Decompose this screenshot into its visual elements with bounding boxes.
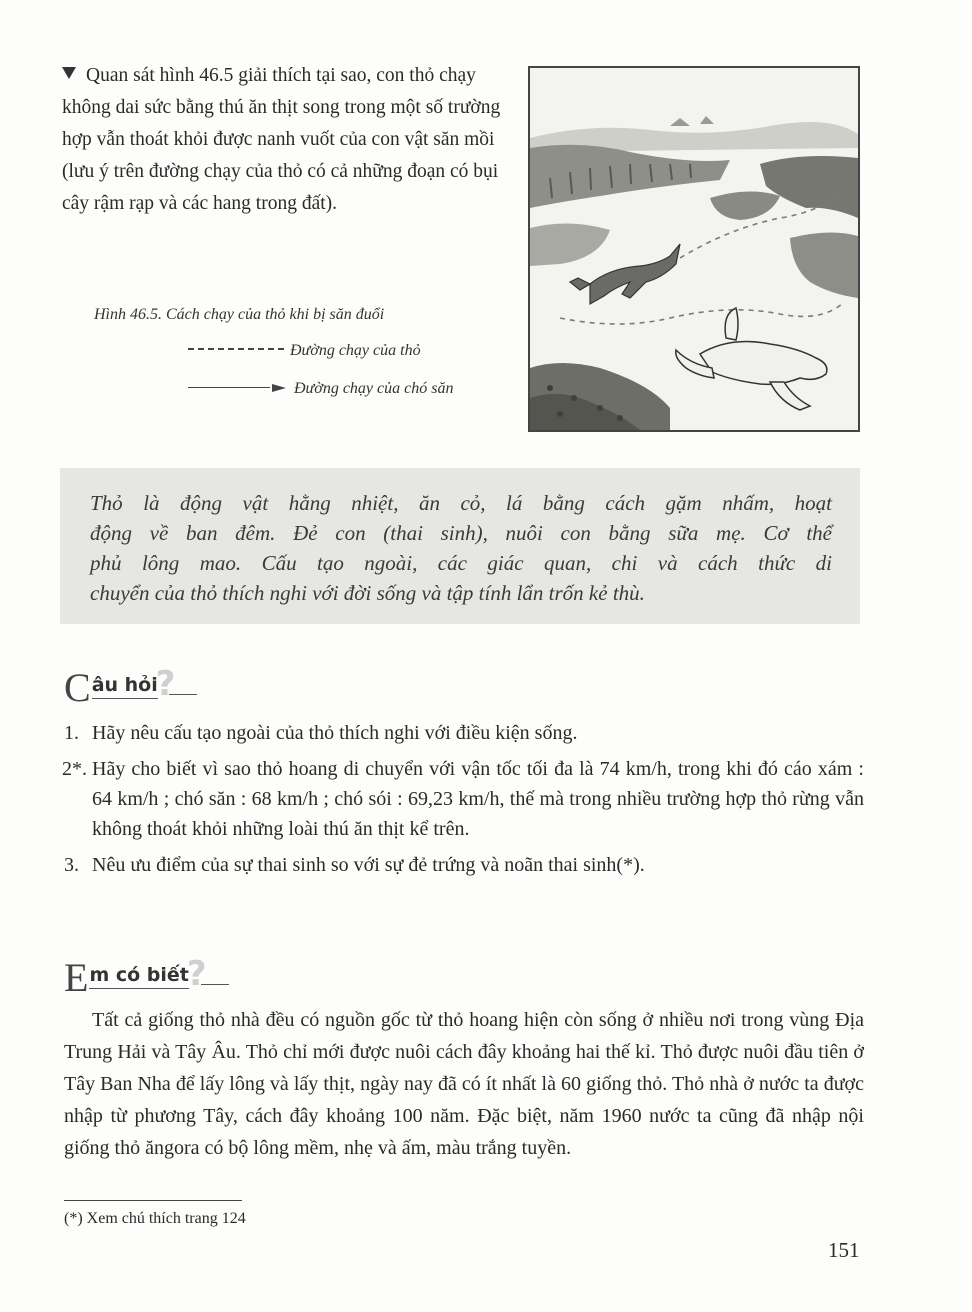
knowledge-heading-cap: E xyxy=(64,955,89,1000)
triangle-bullet-icon xyxy=(62,67,76,79)
knowledge-heading-text: m có biết xyxy=(89,964,188,989)
question-mark-icon: ? xyxy=(186,954,207,994)
question-number: 3. xyxy=(64,854,79,876)
question-text: Nêu ưu điểm của sự thai sinh so với sự đẻ trứng và noãn thai sinh(*). xyxy=(92,854,645,876)
page-number: 151 xyxy=(828,1238,860,1262)
legend-dog xyxy=(188,380,453,398)
summary-line-1: Thỏ là động vật hằng nhiệt, ăn cỏ, lá bằng cách gặm nhấm, hoạt xyxy=(90,491,832,515)
question-item-2 xyxy=(64,754,864,844)
figure-caption: Hình 46.5. Cách chạy của thỏ khi bị săn đuổi xyxy=(94,306,385,323)
arrowhead-icon xyxy=(272,384,286,392)
dashed-line-icon xyxy=(188,348,284,350)
summary-line-3: phủ lông mao. Cấu tạo ngoài, các giác quan, chi và cách thức di xyxy=(90,551,832,575)
question-number: 2*. xyxy=(62,758,87,780)
heading-underline xyxy=(169,694,197,695)
questions-heading-cap: C xyxy=(64,665,91,710)
figure-illustration xyxy=(528,66,860,432)
arrow-line-icon xyxy=(188,387,270,388)
hunting-scene-illustration xyxy=(530,68,858,430)
intro-paragraph xyxy=(62,60,502,220)
knowledge-heading xyxy=(64,954,229,998)
legend-rabbit xyxy=(188,342,421,360)
legend-dog-label: Đường chạy của chó săn xyxy=(294,380,454,397)
questions-heading xyxy=(64,664,197,708)
question-number: 1. xyxy=(64,722,79,744)
footnote: (*) Xem chú thích trang 124 xyxy=(64,1210,246,1227)
legend-rabbit-label: Đường chạy của thỏ xyxy=(290,342,421,359)
question-text: Hãy cho biết vì sao thỏ hoang di chuyển với vận tốc tối đa là 74 km/h, trong khi đó cáo xám : 64 km/h ; chó săn : 68 km/h ; chó sói : 69,23 km/h, thế mà trong nhiều trường hợp thỏ rừng vẫn không thoát khỏi những loài thú ăn thịt kể trên. xyxy=(92,758,864,840)
question-item-3 xyxy=(64,850,864,880)
summary-box xyxy=(60,468,860,624)
questions-heading-text: âu hỏi xyxy=(92,674,158,699)
footnote-divider xyxy=(64,1200,242,1201)
summary-line-4: chuyển của thỏ thích nghi với đời sống và tập tính lẩn trốn kẻ thù. xyxy=(90,581,645,605)
questions-list xyxy=(64,718,864,886)
knowledge-paragraph: Tất cả giống thỏ nhà đều có nguồn gốc từ thỏ hoang hiện còn sống ở nhiều nơi trong vùng Địa Trung Hải và Tây Âu. Thỏ chỉ mới được nuôi cách đây khoảng hai thế kỉ. Thỏ được nuôi đầu tiên ở Tây Ban Nha để lấy lông và lấy thịt, ngày nay đã có ít nhất là 60 giống thỏ. Thỏ nhà ở nước ta được nhập từ phương Tây, cách đây khoảng 100 năm. Đặc biệt, năm 1960 nước ta cũng đã nhập nội giống thỏ ăngora có bộ lông mềm, nhẹ và ấm, màu trắng tuyền. xyxy=(64,1009,864,1159)
heading-underline xyxy=(201,984,229,985)
summary-line-2: động về ban đêm. Đẻ con (thai sinh), nuôi con bằng sữa mẹ. Cơ thể xyxy=(90,521,832,545)
question-mark-icon: ? xyxy=(155,664,176,704)
question-text: Hãy nêu cấu tạo ngoài của thỏ thích nghi với điều kiện sống. xyxy=(92,722,578,744)
question-item-1 xyxy=(64,718,864,748)
intro-text: Quan sát hình 46.5 giải thích tại sao, con thỏ chạy không dai sức bằng thú ăn thịt song trong một số trường hợp vẫn thoát khỏi được nanh vuốt của con vật săn mồi (lưu ý trên đường chạy của thỏ có cả những đoạn có bụi cây rậm rạp và các hang trong đất). xyxy=(62,65,501,214)
